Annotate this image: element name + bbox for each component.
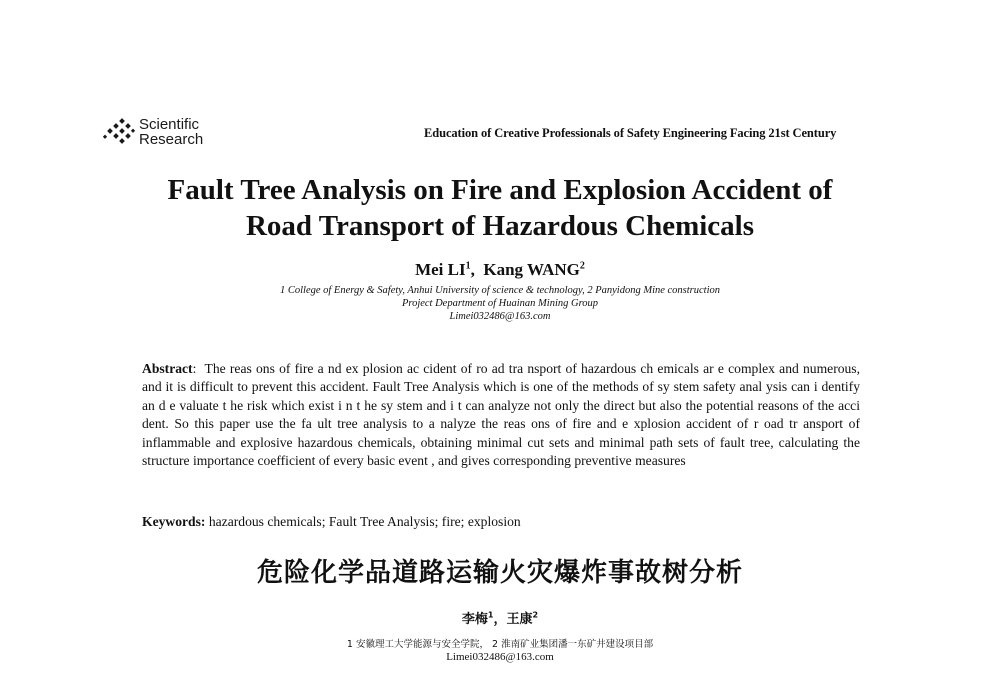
chinese-affiliation: 1 安徽理工大学能源与安全学院， 2 淮南矿业集团潘一东矿井建设项目部	[346, 639, 654, 650]
paper-title	[110, 172, 890, 244]
author-list: Mei $LI^1$, Kang WANG$^2$	[415, 260, 585, 279]
abstract-label: Abstract	[142, 361, 193, 376]
keywords-text: hazardous chemicals; Fault Tree Analysis; fire; explosion	[208, 514, 521, 529]
scientific-research-logo-icon	[103, 117, 137, 147]
affiliation-line-2: Project Department of Huainan Mining Group	[401, 298, 599, 309]
author-name: Mei LI	[415, 260, 466, 279]
affiliation-line-1: 1 College of Energy & Safety, Anhui University of science & technology, 2 Panyidong Mine construction	[279, 285, 721, 296]
paper-title-line-1: Fault Tree Analysis on Fire and Explosion Accident of	[167, 174, 833, 206]
author-email[interactable]: Limei032486@163.com	[449, 311, 551, 322]
author-name: Kang WANG	[483, 260, 580, 279]
chinese-author-list	[0, 608, 1000, 627]
author-affiliation-mark: 2	[579, 260, 585, 272]
chinese-title: 危险化学品道路运输火灾爆炸事故树分析	[256, 558, 743, 588]
logo-line-1: Scientific	[139, 116, 200, 133]
abstract-text: The reas ons of fire a nd ex plosion ac cident of ro ad tra nsport of hazardous ch emicals ar e complex and numerous, and it is difficult to prevent this accident. Fault Tree Analysis which is one of the methods of sy stem safety anal ysis can i dentify an d e valuate t he risk which exist i n t he sy stem and i t can analyze not only the direct but also the potential reasons of the acci dent. So this paper use the fa ult tree analysis to a nalyze the reas ons of fire and e xplosion accident of r oad tr ansport of inflammable and explosive hazardous chemicals, obtaining minimal cut sets and minimal path sets of fault tree, calculating the structure importance coefficient of every basic event , and gives corresponding preventive measures	[142, 361, 860, 469]
chinese-author-mark: 1	[487, 610, 494, 620]
series-title: Education of Creative Professionals of Safety Engineering Facing 21st Century	[424, 126, 837, 140]
logo-line-2: Research	[139, 131, 204, 148]
author-separator: ，	[493, 612, 507, 627]
affiliations	[200, 284, 800, 323]
chinese-author-name: 王康	[506, 612, 533, 627]
chinese-author-name: 李梅	[461, 612, 488, 627]
abstract: Abstract: The reas ons of fire a nd ex plosion ac cident of ro ad tra nsport of hazardous ch emicals ar e complex and numerous, and it is difficult to prevent this accident. Fault Tree Analysis which is one of the methods of sy stem safety anal ysis can i dentify an d e valuate t he risk which exist i n t he sy stem and i t can analyze not only the direct but also the potential reasons of the acci dent. So this paper use the fa ult tree analysis to a nalyze the reas ons of fire and e xplosion accident of r oad tr ansport of inflammable and explosive hazardous chemicals, obtaining minimal cut sets and minimal path sets of fault tree, calculating the structure importance coefficient of every basic event , and gives corresponding preventive measures	[142, 361, 860, 469]
keywords	[142, 514, 860, 530]
author-affiliation-mark: 1	[465, 260, 471, 272]
paper-title-line-2: Road Transport of Hazardous Chemicals	[245, 210, 755, 242]
chinese-author-mark: 2	[532, 610, 539, 620]
publisher-logo	[103, 117, 203, 147]
chinese-author-email[interactable]: Limei032486@163.com	[446, 651, 554, 663]
keywords-label: Keywords:	[142, 514, 206, 529]
logo-text	[139, 117, 203, 147]
